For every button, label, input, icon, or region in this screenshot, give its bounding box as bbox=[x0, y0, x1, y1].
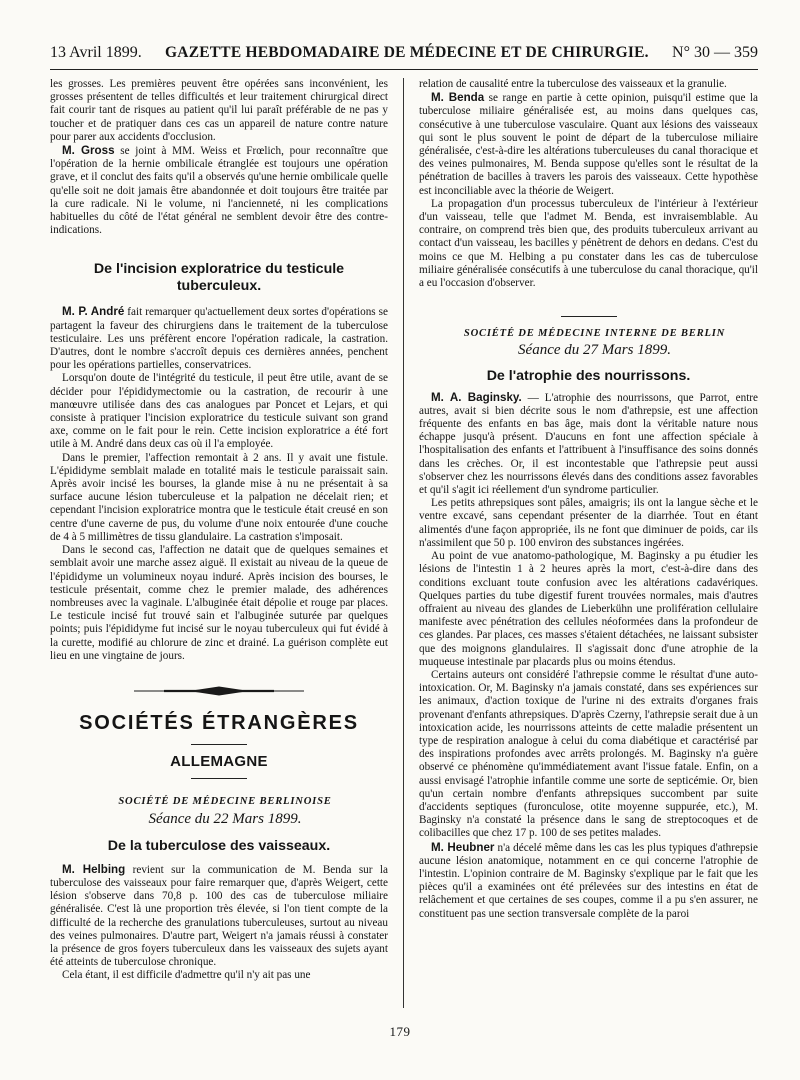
section-heading: SOCIÉTÉS ÉTRANGÈRES bbox=[79, 711, 359, 734]
ornament-divider bbox=[134, 685, 304, 697]
paragraph bbox=[50, 305, 388, 372]
section-title: De l'incision exploratrice du testicule tuberculeux. bbox=[93, 261, 345, 295]
paragraph: Au point de vue anatomo-pathologique, M. Baginsky a pu étudier les lésions de l'intestin 1 à 2 heures après la mort, c'est-à-dire dans des conditions excluant toute confusion avec les altérations cadavériques. Quelques parties du tube digestif furent trouvées normales, mais d'autres offraient au niveau des glandes de Lieberkühn une prolifération cellulaire manifeste avec pénétration des cellules néoformées dans la profondeur de ces glandes. Par places, ces masses s'étaient détachées, ne laissant subsister que des moignons glandulaires. Il s'agissait donc d'une atrophie de la muqueuse intestinale par placards plus ou moins étendus. bbox=[419, 550, 758, 668]
society-name: SOCIÉTÉ DE MÉDECINE BERLINOISE bbox=[118, 796, 332, 808]
paragraph-text: n'a décelé même dans les cas les plus typiques d'athrepsie aucune lésion anatomique, notamment en ce qui concerne l'atrophie de l'intestin. L'opinion contraire de M. Baginsky s'explique par le fait que les pièces qu'il a examinées ont été prélevées sur des intestins en état de relâchement et que certaines de ses coupes, comme il a pu s'en assurer, ne constituent pas une section transversale complète de la paroi bbox=[419, 841, 758, 920]
speaker-name: M. Heubner bbox=[431, 840, 495, 854]
paragraph: Lorsqu'on doute de l'intégrité du testicule, il peut être utile, avant de se décider pour l'épididymectomie ou la castration, de recourir à une manœuvre utilisée dans des cas analogues par Poncet et Lejars, et qui consiste à pratiquer l'incision exploratrice du testicule suivant son grand axe, comme on le fait pour le rein. Cette incision exploratrice a été fort utile à M. André dans deux cas où il l'a employée. bbox=[50, 372, 388, 451]
paragraph-text: revient sur la communication de M. Benda sur la tuberculose des vaisseaux pour faire remarquer que, d'après Weigert, cette lésion s'observe dans 70,8 p. 100 des cas de tuberculose miliaire généralisée. C'est là une proportion très élevée, si l'on tient compte de la difficulté de la recherche des granulations tuberculeuses, surtout au niveau des veines pulmonaires. D'autre part, Weigert n'a jamais réussi à constater la présence de gros foyers tuberculeux dans les vaisseaux des sujets ayant été atteints de tuberculose chronique. bbox=[50, 863, 388, 969]
issue-number: N° 30 — 359 bbox=[672, 44, 758, 61]
paragraph: Dans le premier, l'affection remontait à 2 ans. Il y avait une fistule. L'épididyme semblait malade en totalité mais le testicule paraissait sain. Après avoir incisé les bourses, la glande mise à nu ne présentait à sa surface aucune lésion tuberculeuse et la palpation ne décelait rien; et cependant l'incision exploratrice montra que le testicule était creusé en son centre d'une caverne de pus, du volume d'une noix entourée d'une couche de 4 à 5 millimètres de tissu glandulaire. La castration s'imposait. bbox=[50, 451, 388, 543]
paragraph: relation de causalité entre la tuberculose des vaisseaux et la granulie. bbox=[419, 78, 727, 90]
speaker-name: M. Gross bbox=[62, 144, 115, 158]
paragraph: Les petits athrepsiques sont pâles, amaigris; ils ont la langue sèche et le ventre excavé, sans cependant présenter de la diarrhée. Tout en étant alimentés d'une façon appropriée, ils ne font que diminuer de poids, car ils n'assimilent que 50 p. 100 environ des substances ingérées. bbox=[419, 497, 758, 549]
issue-date: 13 Avril 1899. bbox=[50, 44, 142, 61]
paragraph: Dans le second cas, l'affection ne datait que de quelques semaines et semblait avoir une marche assez aiguë. Il existait au niveau de la queue de l'épididyme un volumineux noyau induré. Après incision des bourses, le testicule présentait, comme chez le premier malade, des adhérences nombreuses avec la vaginale. L'albuginée était dépolie et rouge par places. Le testicule incisé fut trouvé sain et l'albuginée suturée par quelques points; puis l'épididyme fut incisé sur le noyau tuberculeux qui fut évidé à la curette, modifié au chlorure de zinc et drainé. La guérison complète eut lieu en une vingtaine de jours. bbox=[50, 544, 388, 662]
section-title: De l'atrophie des nourrissons. bbox=[486, 367, 691, 384]
paragraph-text: se range en partie à cette opinion, puisqu'il estime que la tuberculose miliaire généralisée est, au moins dans quelques cas, consécutive à une tuberculose vasculaire. Quant aux lésions des vaisseaux qui sont le plus souvent le point de départ de la tuberculose miliaire généralisée, c'est-à-dire les altérations tuberculeuses du canal thoracique et des veines pulmonaires, M. Benda suppose qu'elles sont le résultat de la pénétration de bacilles à travers les parois des vaisseaux. Cette hypothèse est inconciliable avec la théorie de Weigert. bbox=[419, 92, 758, 197]
paragraph: La propagation d'un processus tuberculeux de l'intérieur à l'extérieur d'un vaisseau, telle que l'admet M. Benda, est invraisemblable. Au contraire, on comprend très bien que, des produits tuberculeux arrivant au contact d'un vaisseau, les bacilles y pénètrent de dehors en dedans. C'est du moins ce que M. Helbing a pu constater dans les cas de tuberculose miliaire généralisée consécutifs à une tuberculose du canal thoracique, qu'il a eu l'occasion d'observer. bbox=[419, 197, 758, 290]
paragraph: les grosses. Les premières peuvent être opérées sans inconvénient, les grosses présentent de telles difficultés et leur traitement chirurgical direct fait courir tant de risques au patient qu'il lui paraît préférable de ne pas y toucher et de pratiquer dans ces cas un appareil de nature contre nature pour parer aux accidents d'occlusion. bbox=[50, 78, 388, 143]
right-column bbox=[419, 78, 758, 1013]
paragraph bbox=[419, 91, 758, 198]
society-name: SOCIÉTÉ DE MÉDECINE INTERNE DE BERLIN bbox=[463, 328, 726, 340]
paragraph-text: fait remarquer qu'actuellement deux sortes d'opérations se partagent la faveur des chirurgiens dans le traitement de la tuberculose testiculaire. Les uns préfèrent encore l'opération radicale, la castration. D'autres, dont le nombre s'accroît depuis ces dernières années, penchent pour les opérations partielles, conservatrices. bbox=[50, 306, 388, 372]
speaker-name: M. A. Baginsky. bbox=[431, 390, 522, 404]
header-rule bbox=[50, 69, 758, 70]
speaker-name: M. Benda bbox=[431, 91, 485, 105]
paragraph bbox=[419, 391, 758, 498]
country-heading: ALLEMAGNE bbox=[170, 753, 268, 771]
paragraph: Certains auteurs ont considéré l'athrepsie comme le résultat d'une auto-intoxication. Or, M. Baginsky n'a jamais constaté, dans ses expériences sur les animaux, d'action toxique de l'urine ni des extraits d'organes frais provenant d'enfants athrepsiques. D'après Czerny, l'athrepsie serait due à un intoxication acide, les nourrissons atteints de cette maladie présentent un type de respiration analogue à celui du coma diabétique et caractérisé par des inspirations profondes avec arrêts prolongés. M. Baginsky n'a guère observé ce phénomène qu'immédiatement avant l'issue fatale. Enfin, on a aussi envisagé l'atrophie infantile comme une sorte de septicémie. Or, bien qu'un certain nombre d'enfants athrepsiques succombent par suite d'accidents septiques (furonculose, otite moyenne suppurée, etc.), M. Baginsky n'a constaté la présence dans le sang de streptocoques et de colibacilles que chez 17 p. 100 de ses petites malades. bbox=[419, 668, 758, 840]
session-date: Séance du 27 Mars 1899. bbox=[518, 342, 671, 359]
running-header bbox=[50, 44, 758, 66]
session-date: Séance du 22 Mars 1899. bbox=[148, 810, 302, 827]
page-footer-number: 179 bbox=[389, 1024, 411, 1039]
left-column bbox=[50, 78, 388, 1013]
journal-title: GAZETTE HEBDOMADAIRE DE MÉDECINE ET DE CHIRURGIE. bbox=[165, 44, 649, 61]
section-title: De la tuberculose des vaisseaux. bbox=[107, 837, 331, 854]
paragraph-text: se joint à MM. Weiss et Frœlich, pour reconnaître que l'opération de la hernie ombilicale étranglée est toujours une opération grave, et il conclut des faits qu'il a observés qu'une hernie ombilicale quelle qu'elle soit ne doit jamais être abandonnée et doit toujours être traitée par la cure radicale. Ni le volume, ni l'ancienneté, ni les complications habituelles du côté de l'état général ne semblent devoir être des contre-indications. bbox=[50, 145, 388, 237]
paragraph bbox=[419, 841, 758, 921]
column-divider bbox=[403, 78, 404, 1008]
paragraph bbox=[50, 144, 388, 237]
speaker-name: M. Helbing bbox=[62, 862, 126, 876]
paragraph: Cela étant, il est difficile d'admettre qu'il n'y ait pas une bbox=[62, 969, 311, 982]
paragraph bbox=[50, 863, 388, 970]
paragraph-text: — L'atrophie des nourrissons, que Parrot, entre autres, avait si bien décrite sous le nom d'athrepsie, est une affection fréquente des enfants en bas âge, mais dont la véritable nature nous échappe jusqu'à présent. D'aucuns en font une affection spéciale à l'hospitalisation des enfants et l'attribuent à l'insuffisance des soins donnés dans les crèches. Or, il est incontestable que l'athrepsie peut aussi s'observer chez les nourrissons élevés dans des conditions assez favorables et qu'il s'agit ici réellement d'un syndrome particulier. bbox=[419, 391, 758, 497]
speaker-name: M. P. André bbox=[62, 305, 125, 319]
